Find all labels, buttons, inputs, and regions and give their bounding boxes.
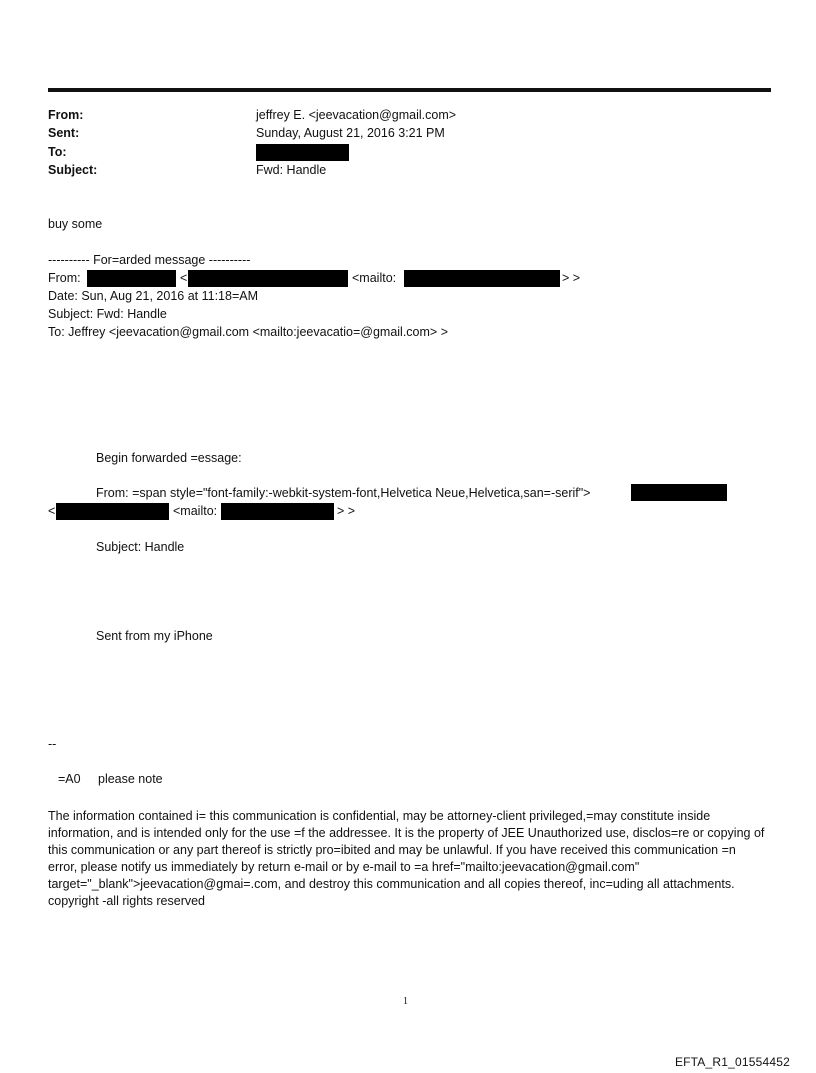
begin-forwarded: Begin forwarded =essage: [96, 451, 242, 465]
page-number: 1 [403, 996, 408, 1007]
inner-mailto-redaction [221, 503, 334, 520]
subject-value: Fwd: Handle [256, 163, 327, 177]
to-redaction [256, 144, 349, 161]
sent-value: Sunday, August 21, 2016 3:21 PM [256, 126, 445, 140]
fwd-from-close: > > [562, 271, 581, 285]
fwd-sender-name-redaction [87, 270, 176, 287]
forwarded-divider: ---------- For=arded message ---------- [48, 253, 251, 267]
from-label: From: [48, 108, 84, 122]
inner-sender-name-redaction [631, 484, 727, 501]
inner-sender-email-redaction [56, 503, 169, 520]
fwd-from-lt: < [180, 271, 188, 285]
note-text: please note [98, 772, 163, 786]
fwd-sender-email-redaction [188, 270, 348, 287]
inner-mailto: <mailto: [173, 504, 218, 518]
signature-dashes: -- [48, 737, 57, 751]
subject-label: Subject: [48, 163, 98, 177]
header-rule [48, 88, 771, 92]
fwd-date: Date: Sun, Aug 21, 2016 at 11:18=AM [48, 289, 258, 303]
fwd-subject: Subject: Fwd: Handle [48, 307, 167, 321]
sent-label: Sent: [48, 126, 80, 140]
signature: Sent from my iPhone [96, 629, 213, 643]
opening-line: buy some [48, 217, 103, 231]
confidentiality-disclaimer: The information contained i= this communication is confidential, may be attorney-client privileged,=may constitute inside information, and is intended only for the use =f the addressee. It is the property of JEE Unauthorized use, disclos=re or copying of this communication or any part thereof is strictly pro=ibited and may be unlawful. If you have received this communication =n error, please notify us immediately by return e-mail or by e-mail to =a href="mailto:jeevacation@gmail.com" target="_blank">jeevacation@gmai=.com, and destroy this communication and all copies thereof, inc=uding all attachments. copyright -all rights reserved [48, 809, 765, 908]
inner-from: From: =span style="font-family:-webkit-system-font,Helvetica Neue,Helvetica,san=-serif"> [96, 486, 591, 500]
fwd-from-label: From: [48, 271, 81, 285]
to-label: To: [48, 145, 67, 159]
bates-number: EFTA_R1_01554452 [674, 1055, 790, 1069]
inner-close: > > [337, 504, 356, 518]
from-value: jeffrey E. <jeevacation@gmail.com> [256, 108, 457, 122]
fwd-mailto-redaction [404, 270, 560, 287]
inner-lt: < [48, 504, 56, 518]
note-code: =A0 [58, 772, 81, 786]
inner-subject: Subject: Handle [96, 540, 185, 554]
fwd-from-mailto: <mailto: [352, 271, 397, 285]
fwd-to: To: Jeffrey <jeevacation@gmail.com <mailto:jeevacatio=@gmail.com> > [48, 325, 448, 339]
